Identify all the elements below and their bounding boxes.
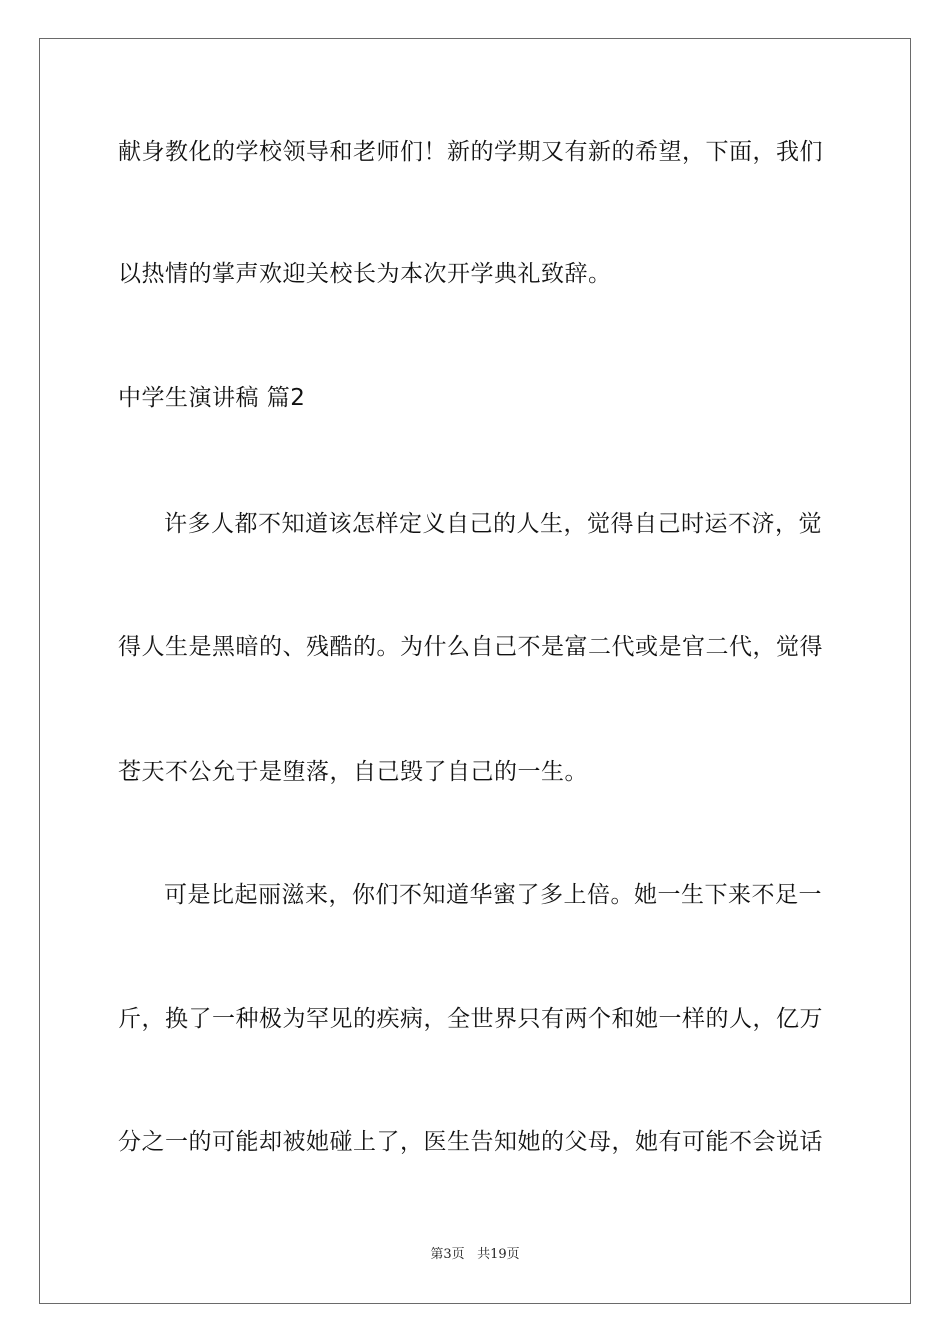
page-number: 第3页: [430, 1247, 465, 1262]
page-border: [39, 38, 911, 1304]
paragraph-line: 献身教化的学校领导和老师们！新的学期又有新的希望，下面，我们: [118, 139, 823, 165]
paragraph-line: 分之一的可能却被她碰上了，医生告知她的父母，她有可能不会说话: [118, 1129, 823, 1155]
page-total: 共19页: [477, 1247, 520, 1262]
page-footer: [0, 1246, 950, 1264]
paragraph-line: 以热情的掌声欢迎关校长为本次开学典礼致辞。: [118, 261, 612, 287]
paragraph-line: 苍天不公允于是堕落，自己毁了自己的一生。: [118, 759, 588, 785]
paragraph-line: 得人生是黑暗的、残酷的。为什么自己不是富二代或是官二代，觉得: [118, 634, 823, 660]
paragraph-line: 可是比起丽滋来，你们不知道华蜜了多上倍。她一生下来不足一: [164, 882, 822, 908]
paragraph-line: 许多人都不知道该怎样定义自己的人生，觉得自己时运不济，觉: [164, 511, 822, 537]
section-heading: 中学生演讲稿 篇2: [118, 385, 306, 411]
paragraph-line: 斤，换了一种极为罕见的疾病，全世界只有两个和她一样的人，亿万: [118, 1006, 823, 1032]
